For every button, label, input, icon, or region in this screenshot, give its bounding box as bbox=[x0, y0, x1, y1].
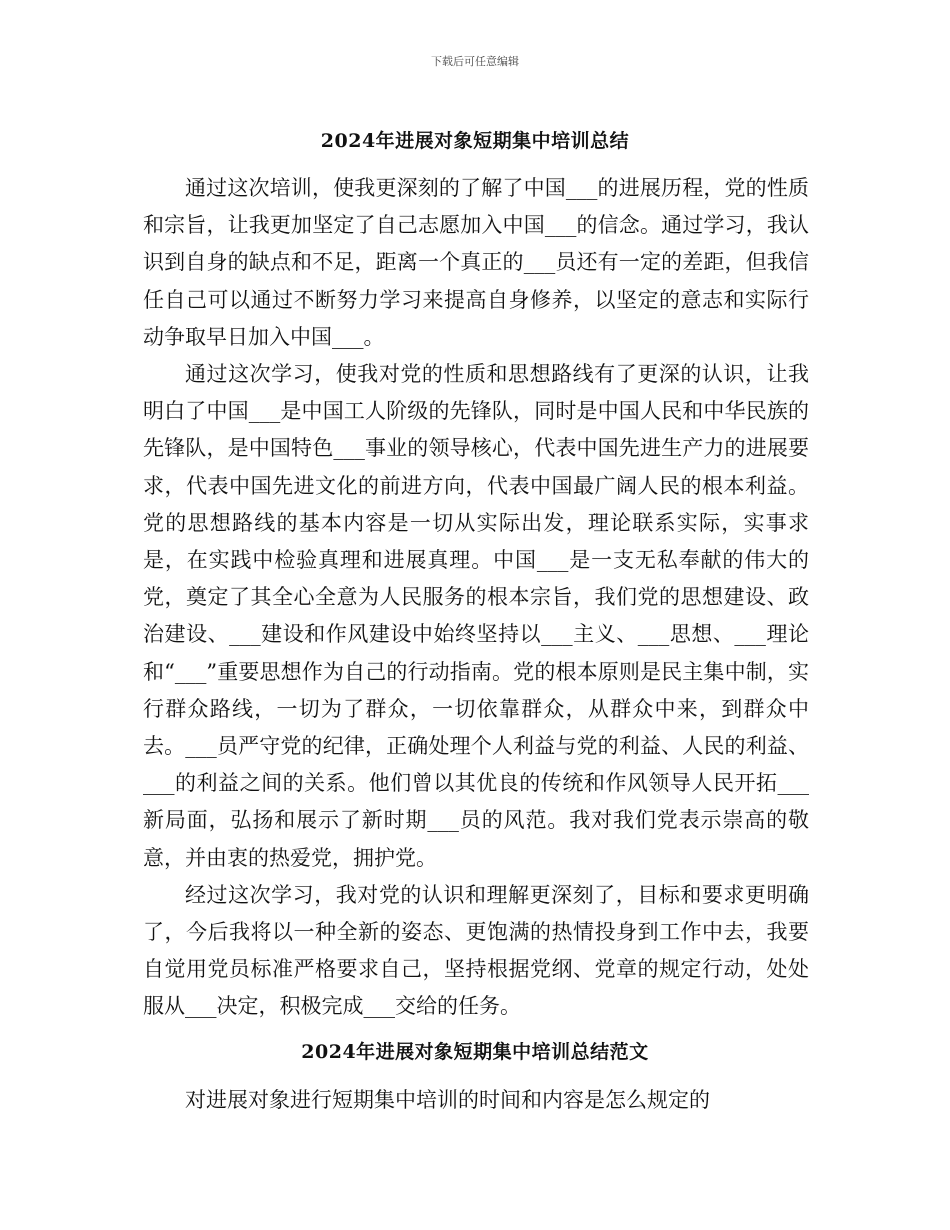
document-title: 2024年进展对象短期集中培训总结 bbox=[320, 130, 630, 152]
paragraph-3: 经过这次学习，我对党的认识和理解更深刻了，目标和要求更明确了，今后我将以一种全新的姿态、更饱满的热情投身到工作中去，我要自觉用党员标准严格要求自己，坚持根据党纲、党章的规定行动，处处服从___决定，积极完成___交给的任务。 bbox=[143, 882, 809, 1019]
document-body bbox=[143, 170, 809, 1026]
second-section-body bbox=[143, 1082, 809, 1119]
second-paragraph-1: 对进展对象进行短期集中培训的时间和内容是怎么规定的 bbox=[185, 1088, 710, 1112]
paragraph-2: 通过这次学习，使我对党的性质和思想路线有了更深的认识，让我明白了中国___是中国工人阶级的先锋队，同时是中国人民和中华民族的先锋队，是中国特色___事业的领导核心，代表中国先进生产力的进展要求，代表中国先进文化的前进方向，代表中国最广阔人民的根本利益。党的思想路线的基本内容是一切从实际出发，理论联系实际，实事求是，在实践中检验真理和进展真理。中国___是一支无私奉献的伟大的党，奠定了其全心全意为人民服务的根本宗旨，我们党的思想建设、政治建设、___建设和作风建设中始终坚持以___主义、___思想、___理论和“___”重要思想作为自己的行动指南。党的根本原则是民主集中制，实行群众路线，一切为了群众，一切依靠群众，从群众中来，到群众中去。___员严守党的纪律，正确处理个人利益与党的利益、人民的利益、___的利益之间的关系。他们曾以其优良的传统和作风领导人民开拓___新局面，弘扬和展示了新时期___员的风范。我对我们党表示崇高的敬意，并由衷的热爱党，拥护党。 bbox=[143, 362, 809, 870]
paragraph-1: 通过这次培训，使我更深刻的了解了中国___的进展历程，党的性质和宗旨，让我更加坚定了自己志愿加入中国___的信念。通过学习，我认识到自身的缺点和不足，距离一个真正的___员还有一定的差距，但我信任自己可以通过不断努力学习来提高自身修养，以坚定的意志和实际行动争取早日加入中国___。 bbox=[143, 176, 809, 349]
second-section-title: 2024年进展对象短期集中培训总结范文 bbox=[301, 1041, 649, 1063]
page-header-note: 下载后可任意编辑 bbox=[431, 55, 519, 68]
